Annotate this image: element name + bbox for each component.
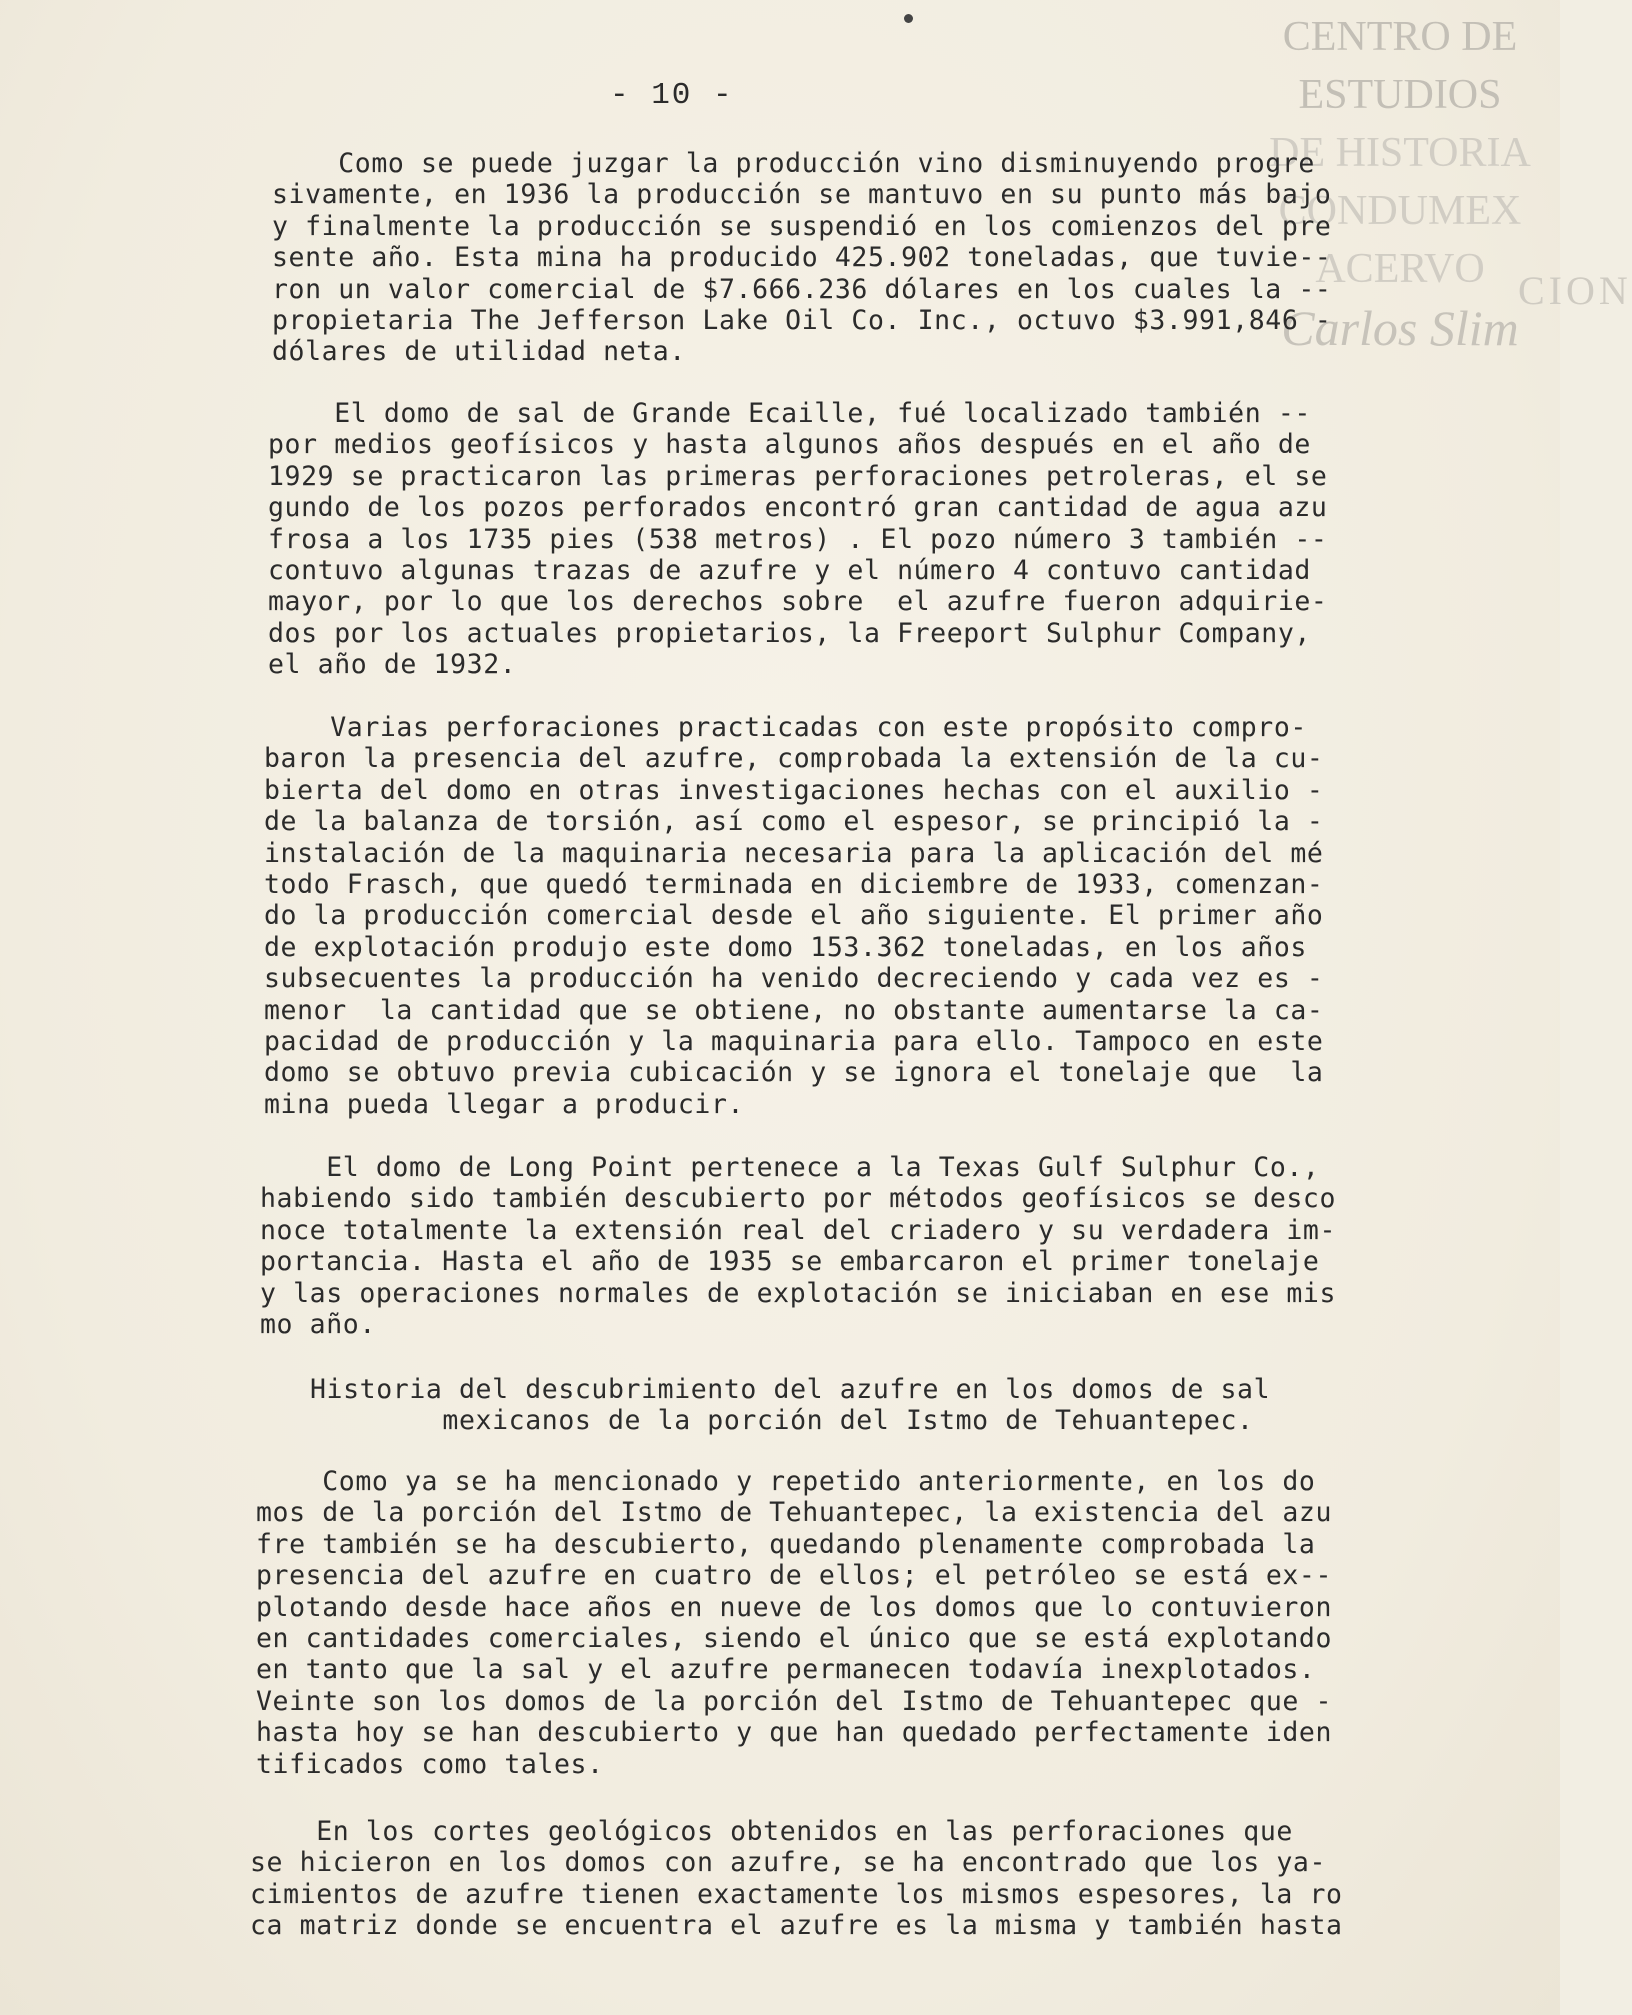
paragraph-4 [260,1152,1490,1340]
stamp-signature: Carlos Slim [1281,300,1519,356]
text-line: mexicanos de la porción del Istmo de Tehuantepec. [310,1405,1254,1437]
text-line: bierta del domo en otras investigaciones hechas con el auxilio - [264,774,1324,806]
text-line: tificados como tales. [256,1748,604,1780]
text-line: frosa a los 1735 pies (538 metros) . El pozo número 3 también -- [268,523,1328,555]
text-line: contuvo algunas trazas de azufre y el número 4 contuvo cantidad [268,555,1311,587]
text-line: y finalmente la producción se suspendió en los comienzos del pre [272,210,1332,242]
text-line: ron un valor comercial de $7.666.236 dólares en los cuales la -- [272,273,1332,305]
paragraph-2 [268,398,1498,681]
text-line: Veinte son los domos de la porción del Istmo de Tehuantepec que - [256,1685,1333,1717]
text-line: el año de 1932. [268,649,517,681]
text-line: mo año. [260,1309,376,1341]
text-line: Historia del descubrimiento del azufre en los domos de sal [310,1374,1271,1405]
text-line: hasta hoy se han descubierto y que han quedado perfectamente iden [256,1717,1333,1749]
text-line: y las operaciones normales de explotación se iniciaban en ese mis [260,1277,1337,1309]
text-line: En los cortes geológicos obtenidos en las perforaciones que [250,1816,1293,1847]
stamp-line: DE HISTORIA [1269,130,1531,176]
text-line: mos de la porción del Istmo de Tehuantepec, la existencia del azu [256,1497,1333,1529]
paragraph-5 [256,1466,1486,1780]
text-line: sente año. Esta mina ha producido 425.902 toneladas, que tuvie-- [272,242,1332,274]
text-line: plotando desde hace años en nueve de los domos que lo contuvieron [256,1591,1333,1623]
stamp-line: ESTUDIOS [1298,72,1502,118]
stamp-line: CENTRO DE [1282,14,1518,60]
paragraph-6 [250,1816,1480,1942]
text-line: habiendo sido también descubierto por métodos geofísicos se desco [260,1183,1337,1215]
text-line: baron la presencia del azufre, comprobada la extensión de la cu- [264,743,1324,775]
text-line: en cantidades comerciales, siendo el único que se está explotando [256,1623,1333,1655]
text-line: de explotación produjo este domo 153.362 toneladas, en los años [264,931,1307,963]
text-line: dólares de utilidad neta. [272,336,686,368]
text-line: pacidad de producción y la maquinaria para ello. Tampoco en este [264,1026,1324,1058]
stamp-side-text: CION [1518,268,1632,313]
text-line: Como ya se ha mencionado y repetido anteriormente, en los do [256,1466,1316,1497]
text-line: domo se obtuvo previa cubicación y se ignora el tonelaje que la [264,1057,1324,1089]
text-line: subsecuentes la producción ha venido decreciendo y cada vez es - [264,963,1324,995]
paragraph-3 [264,712,1494,1120]
stamp-line: CONDUMEX [1278,188,1522,234]
text-line: noce totalmente la extensión real del criadero y su verdadera im- [260,1214,1337,1246]
text-line: por medios geofísicos y hasta algunos años después en el año de [268,429,1311,461]
text-line: mina pueda llegar a producir. [264,1088,745,1120]
text-line: portancia. Hasta el año de 1935 se embarcaron el primer tonelaje [260,1246,1320,1278]
text-line: 1929 se practicaron las primeras perforaciones petroleras, el se [268,460,1328,492]
text-line: fre también se ha descubierto, quedando plenamente comprobada la [256,1528,1316,1560]
text-line: Como se puede juzgar la producción vino disminuyendo progre [272,148,1315,179]
text-line: cimientos de azufre tienen exactamente los mismos espesores, la ro [250,1878,1343,1910]
text-line: mayor, por lo que los derechos sobre el azufre fueron adquirie- [268,586,1328,618]
text-line: en tanto que la sal y el azufre permanecen todavía inexplotados. [256,1654,1316,1686]
text-line: dos por los actuales propietarios, la Freeport Sulphur Company, [268,617,1311,649]
text-line: de la balanza de torsión, así como el espesor, se principió la - [264,806,1324,838]
text-line: ca matriz donde se encuentra el azufre es la misma y también hasta [250,1910,1343,1942]
paragraph-1 [272,148,1502,368]
text-line: El domo de Long Point pertenece a la Texas Gulf Sulphur Co., [260,1152,1320,1183]
section-heading [310,1374,1540,1437]
text-line: todo Frasch, que quedó terminada en diciembre de 1933, comenzan- [264,869,1324,901]
text-line: se hicieron en los domos con azufre, se ha encontrado que los ya- [250,1847,1327,1879]
ink-dot [904,14,913,23]
text-line: presencia del azufre en cuatro de ellos; el petróleo se está ex-- [256,1560,1333,1592]
text-line: propietaria The Jefferson Lake Oil Co. Inc., octuvo $3.991,846 - [272,305,1332,337]
stamp-line: ACERVO [1315,246,1485,292]
page-number: - 10 - [610,78,734,113]
text-line: Varias perforaciones practicadas con este propósito compro- [264,712,1307,743]
text-line: instalación de la maquinaria necesaria para la aplicación del mé [264,837,1324,869]
text-line: do la producción comercial desde el año siguiente. El primer año [264,900,1324,932]
text-line: sivamente, en 1936 la producción se mantuvo en su punto más bajo [272,179,1332,211]
text-line: El domo de sal de Grande Ecaille, fué localizado también -- [268,398,1311,429]
text-line: menor la cantidad que se obtiene, no obstante aumentarse la ca- [264,994,1324,1026]
text-line: gundo de los pozos perforados encontró gran cantidad de agua azu [268,492,1328,524]
